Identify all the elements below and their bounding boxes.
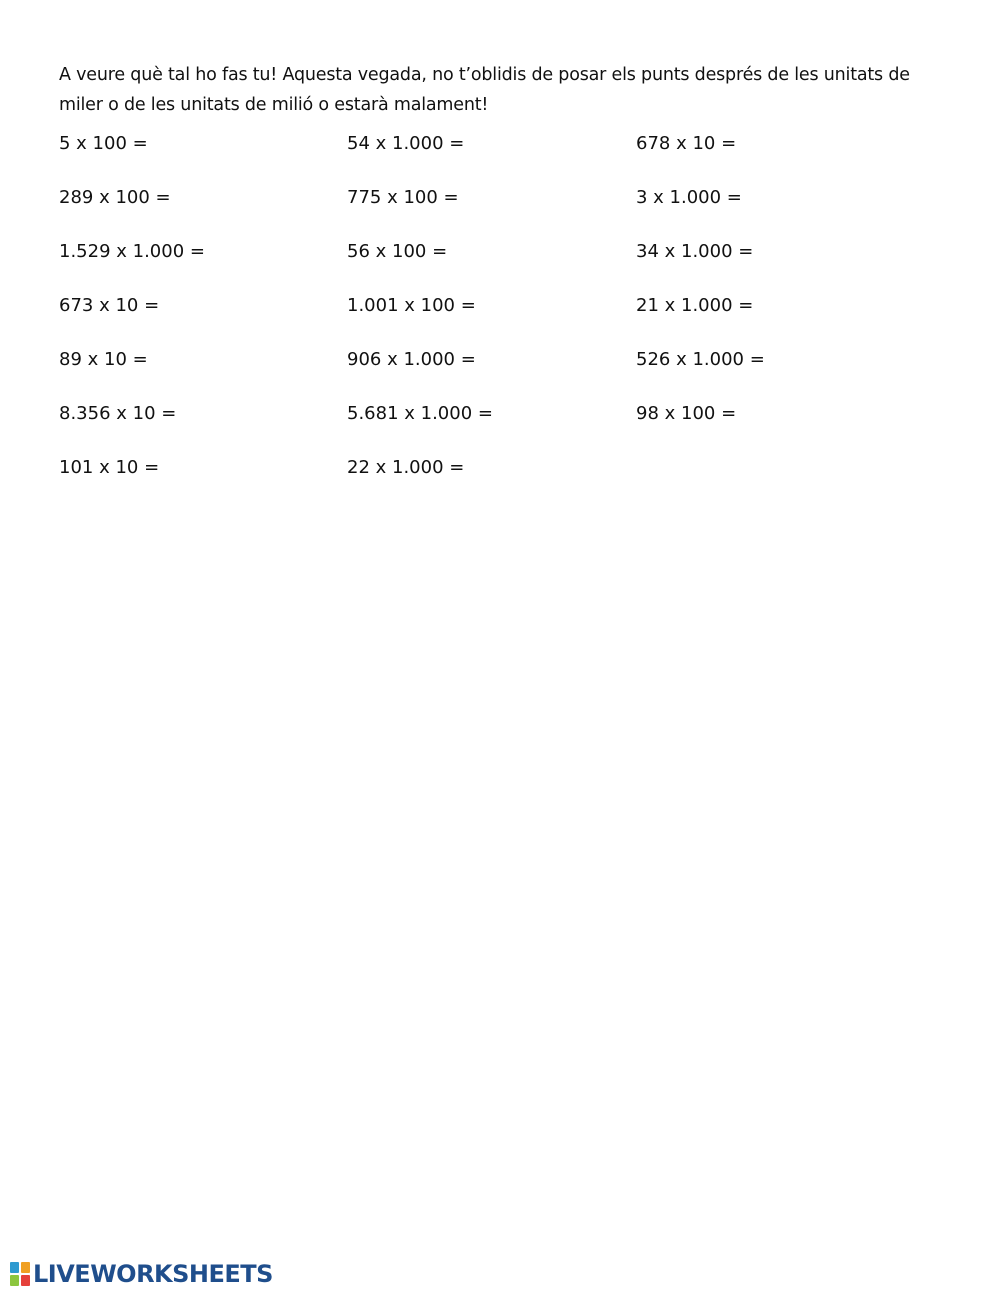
exercise-item: 1.001 x 100 =: [347, 295, 476, 316]
exercise-item: 8.356 x 10 =: [59, 403, 177, 424]
exercise-row-6: [59, 398, 939, 452]
exercise-row-1: [59, 128, 939, 182]
exercise-item: 5 x 100 =: [59, 133, 148, 154]
exercise-item: 34 x 1.000 =: [636, 241, 754, 262]
exercise-item: 89 x 10 =: [59, 349, 148, 370]
logo-square-orange: [21, 1262, 30, 1273]
exercise-item: 673 x 10 =: [59, 295, 160, 316]
exercise-item: 22 x 1.000 =: [347, 457, 465, 478]
exercise-item: 289 x 100 =: [59, 187, 171, 208]
exercise-item: 3 x 1.000 =: [636, 187, 742, 208]
exercise-item: 5.681 x 1.000 =: [347, 403, 493, 424]
exercise-item: 775 x 100 =: [347, 187, 459, 208]
exercise-item: 56 x 100 =: [347, 241, 448, 262]
exercise-item: 906 x 1.000 =: [347, 349, 476, 370]
exercise-item: 526 x 1.000 =: [636, 349, 765, 370]
exercise-item: 101 x 10 =: [59, 457, 160, 478]
exercise-item: 54 x 1.000 =: [347, 133, 465, 154]
exercise-item: 1.529 x 1.000 =: [59, 241, 205, 262]
logo-square-red: [21, 1275, 30, 1286]
logo-square-green: [10, 1275, 19, 1286]
exercise-row-5: [59, 344, 939, 398]
exercise-row-4: [59, 290, 939, 344]
logo-text: LIVEWORKSHEETS: [33, 1260, 273, 1288]
exercise-row-2: [59, 182, 939, 236]
exercise-grid: [59, 128, 939, 506]
instructions-text: A veure què tal ho fas tu! Aquesta vegada, no t’oblidis de posar els punts després de les unitats de miler o de les unitats de milió o estarà malament!: [59, 65, 910, 115]
exercise-row-3: [59, 236, 939, 290]
exercise-row-7: [59, 452, 939, 506]
exercise-item: 98 x 100 =: [636, 403, 737, 424]
exercise-item: 21 x 1.000 =: [636, 295, 754, 316]
logo-square-blue: [10, 1262, 19, 1273]
liveworksheets-logo[interactable]: [10, 1260, 273, 1288]
liveworksheets-logo-icon: [10, 1262, 30, 1286]
exercise-item: 678 x 10 =: [636, 133, 737, 154]
